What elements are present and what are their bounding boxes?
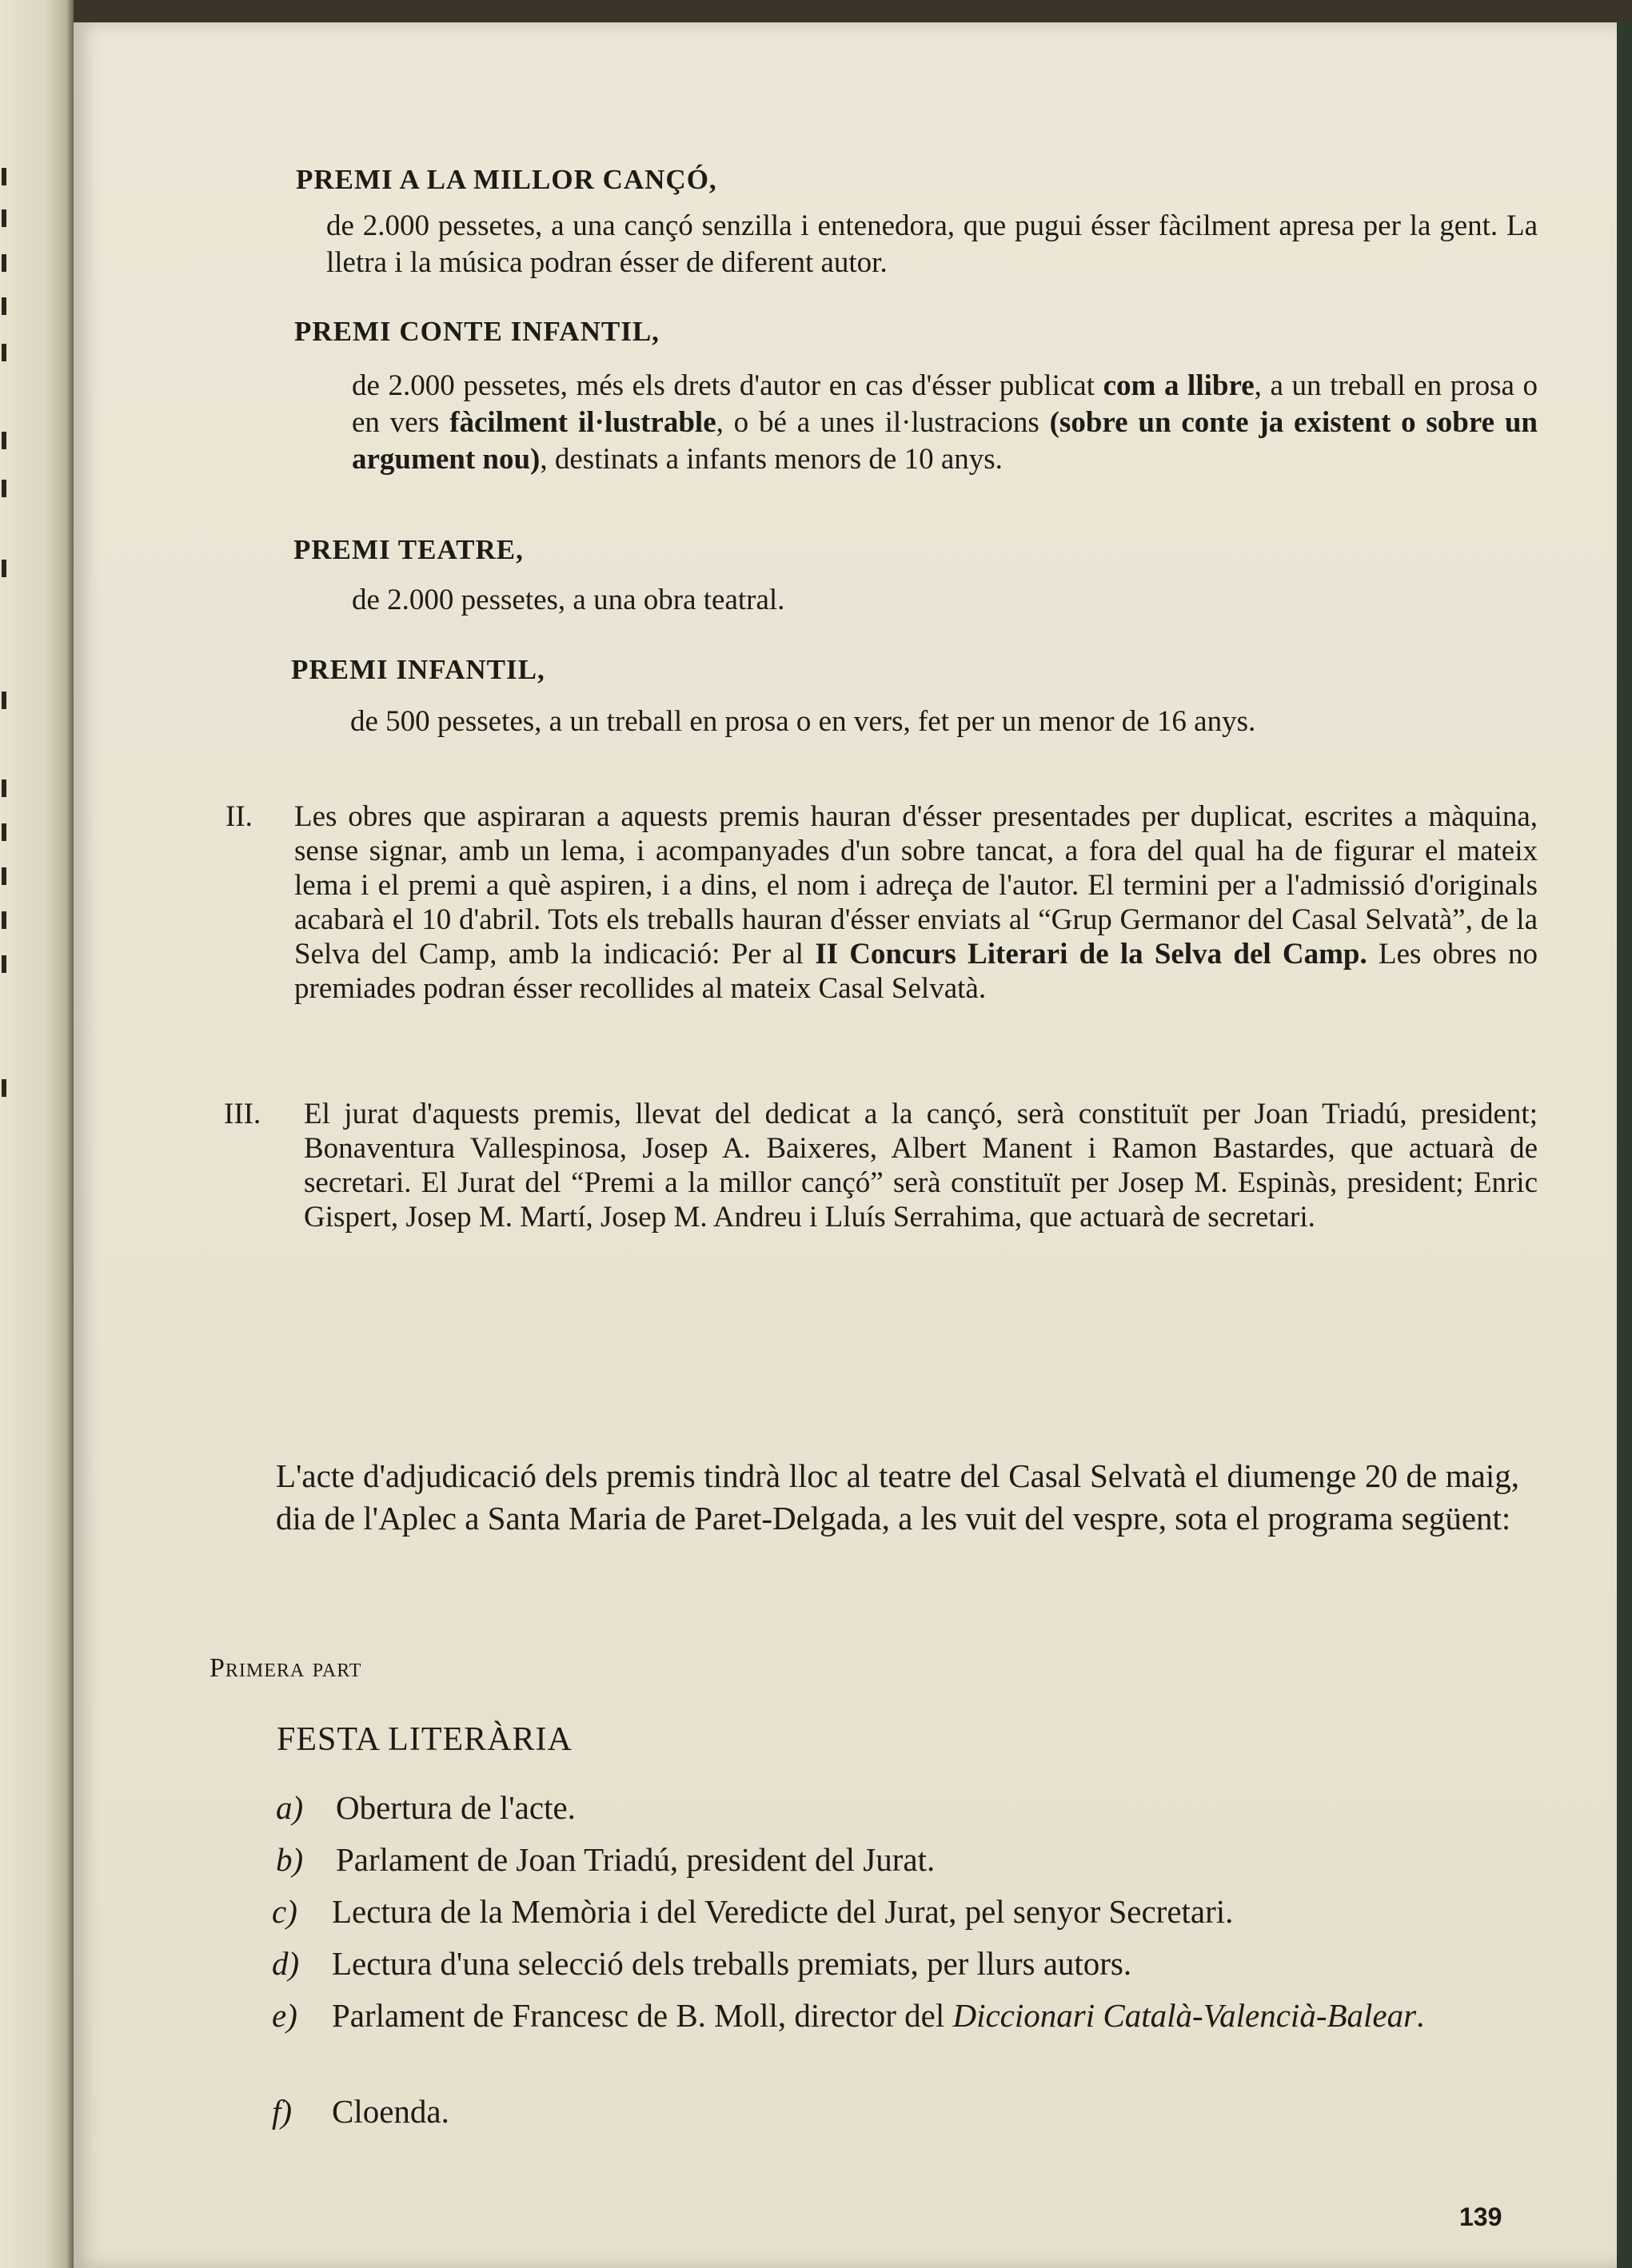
section-ii-text-b: II Concurs Literari de la Selva del Camp. xyxy=(815,938,1367,971)
section-number-iii: III. xyxy=(224,1098,261,1130)
prize-heading-song: PREMI A LA MILLOR CANÇÓ, xyxy=(296,164,717,195)
section-ii-text-c: Les obres no premiades podran ésser recollides al mateix Casal Selvatà. xyxy=(294,938,1538,1005)
spine-marks xyxy=(0,0,13,2268)
prize-text-song: de 2.000 pessetes, a una cançó senzilla i entenedora, que pugui ésser fàcilment apresa per la gent. La lletra i la música podran ésser de diferent autor. xyxy=(326,209,1538,279)
prize-heading-children: PREMI INFANTIL, xyxy=(291,654,545,685)
announcement-text: L'acte d'adjudicació dels premis tindrà lloc al teatre del Casal Selvatà el diumenge 20 de maig, dia de l'Aplec a Santa Maria de Paret-Delgada, a les vuit del vespre, sota el programa següent: xyxy=(276,1457,1519,1537)
program-title: FESTA LITERÀRIA xyxy=(277,1721,573,1758)
tale-text-a: de 2.000 pessetes, més els drets d'autor en cas d'ésser publicat xyxy=(352,369,1095,402)
page-edge xyxy=(1617,22,1632,2268)
program-item-text: Cloenda. xyxy=(332,2093,449,2130)
tale-text-c: , a un treball en prosa o en vers xyxy=(352,369,1538,439)
prize-heading-theatre: PREMI TEATRE, xyxy=(293,534,524,565)
program-item-text: Parlament de Joan Triadú, president del Jurat. xyxy=(336,1841,936,1878)
program-item-letter: b) xyxy=(276,1841,304,1878)
prize-text-children: de 500 pessetes, a un treball en prosa o en vers, fet per un menor de 16 anys. xyxy=(350,705,1256,738)
program-item-letter: e) xyxy=(272,1997,297,2034)
program-item-letter: d) xyxy=(272,1945,300,1982)
program-item-e-after: . xyxy=(1416,1997,1425,2034)
program-part-label: Primera part xyxy=(209,1653,362,1683)
program-item-text: Lectura d'una selecció dels treballs premiats, per llurs autors. xyxy=(332,1945,1132,1982)
tale-text-f: (sobre un conte ja existent o sobre un argument nou) xyxy=(352,406,1538,476)
section-ii-text-a: Les obres que aspiraran a aquests premis hauran d'ésser presentades per duplicat, escrites a màquina, sense signar, amb un lema, i acompanyades d'un sobre tancat, a fora del qual ha de figurar el mateix lema i el premi a què aspiren, i a dins, el nom i adreça de l'autor. El termini per a l'admissió d'originals acabarà el 10 d'abril. Tots els treballs hauran d'ésser enviats al “Grup Germanor del Casal Selvatà”, de la Selva del Camp, amb la indicació: Per al xyxy=(294,800,1538,971)
prize-heading-tale: PREMI CONTE INFANTIL, xyxy=(294,316,660,347)
section-number-ii: II. xyxy=(225,800,253,833)
tale-text-b: com a llibre xyxy=(1103,369,1255,402)
program-item-letter: f) xyxy=(272,2093,293,2130)
program-item-text xyxy=(332,1995,1515,2036)
program-item-e-italic: Diccionari Català-Valencià-Balear xyxy=(952,1997,1417,2034)
section-text-iii: El jurat d'aquests premis, llevat del dedicat a la cançó, serà constituït per Joan Triadú, president; Bonaventura Vallespinosa, Josep A. Baixeres, Albert Manent i Ramon Bastardes, que actuarà de secretari. El Jurat del “Premi a la millor cançó” serà constituït per Josep M. Espinàs, president; Enric Gispert, Josep M. Martí, Josep M. Andreu i Lluís Serrahima, que actuarà de secretari. xyxy=(304,1098,1538,1234)
program-item-letter: a) xyxy=(276,1789,304,1826)
prize-text-tale xyxy=(352,368,1538,478)
tale-text-e: , o bé a unes il·lustracions xyxy=(716,406,1039,439)
program-item-text: Obertura de l'acte. xyxy=(336,1789,576,1826)
tale-text-d: fàcilment il·lustrable xyxy=(449,406,716,439)
book-spine xyxy=(0,0,74,2268)
program-item-e-text: Parlament de Francesc de B. Moll, director del xyxy=(332,1997,945,2034)
section-text-ii xyxy=(294,799,1538,1006)
page-number: 139 xyxy=(1459,2202,1502,2231)
prize-text-theatre: de 2.000 pessetes, a una obra teatral. xyxy=(352,584,785,616)
tale-text-g: , destinats a infants menors de 10 anys. xyxy=(540,443,1003,476)
program-item-letter: c) xyxy=(272,1893,297,1930)
program-item-text: Lectura de la Memòria i del Veredicte del Jurat, pel senyor Secretari. xyxy=(332,1893,1234,1930)
